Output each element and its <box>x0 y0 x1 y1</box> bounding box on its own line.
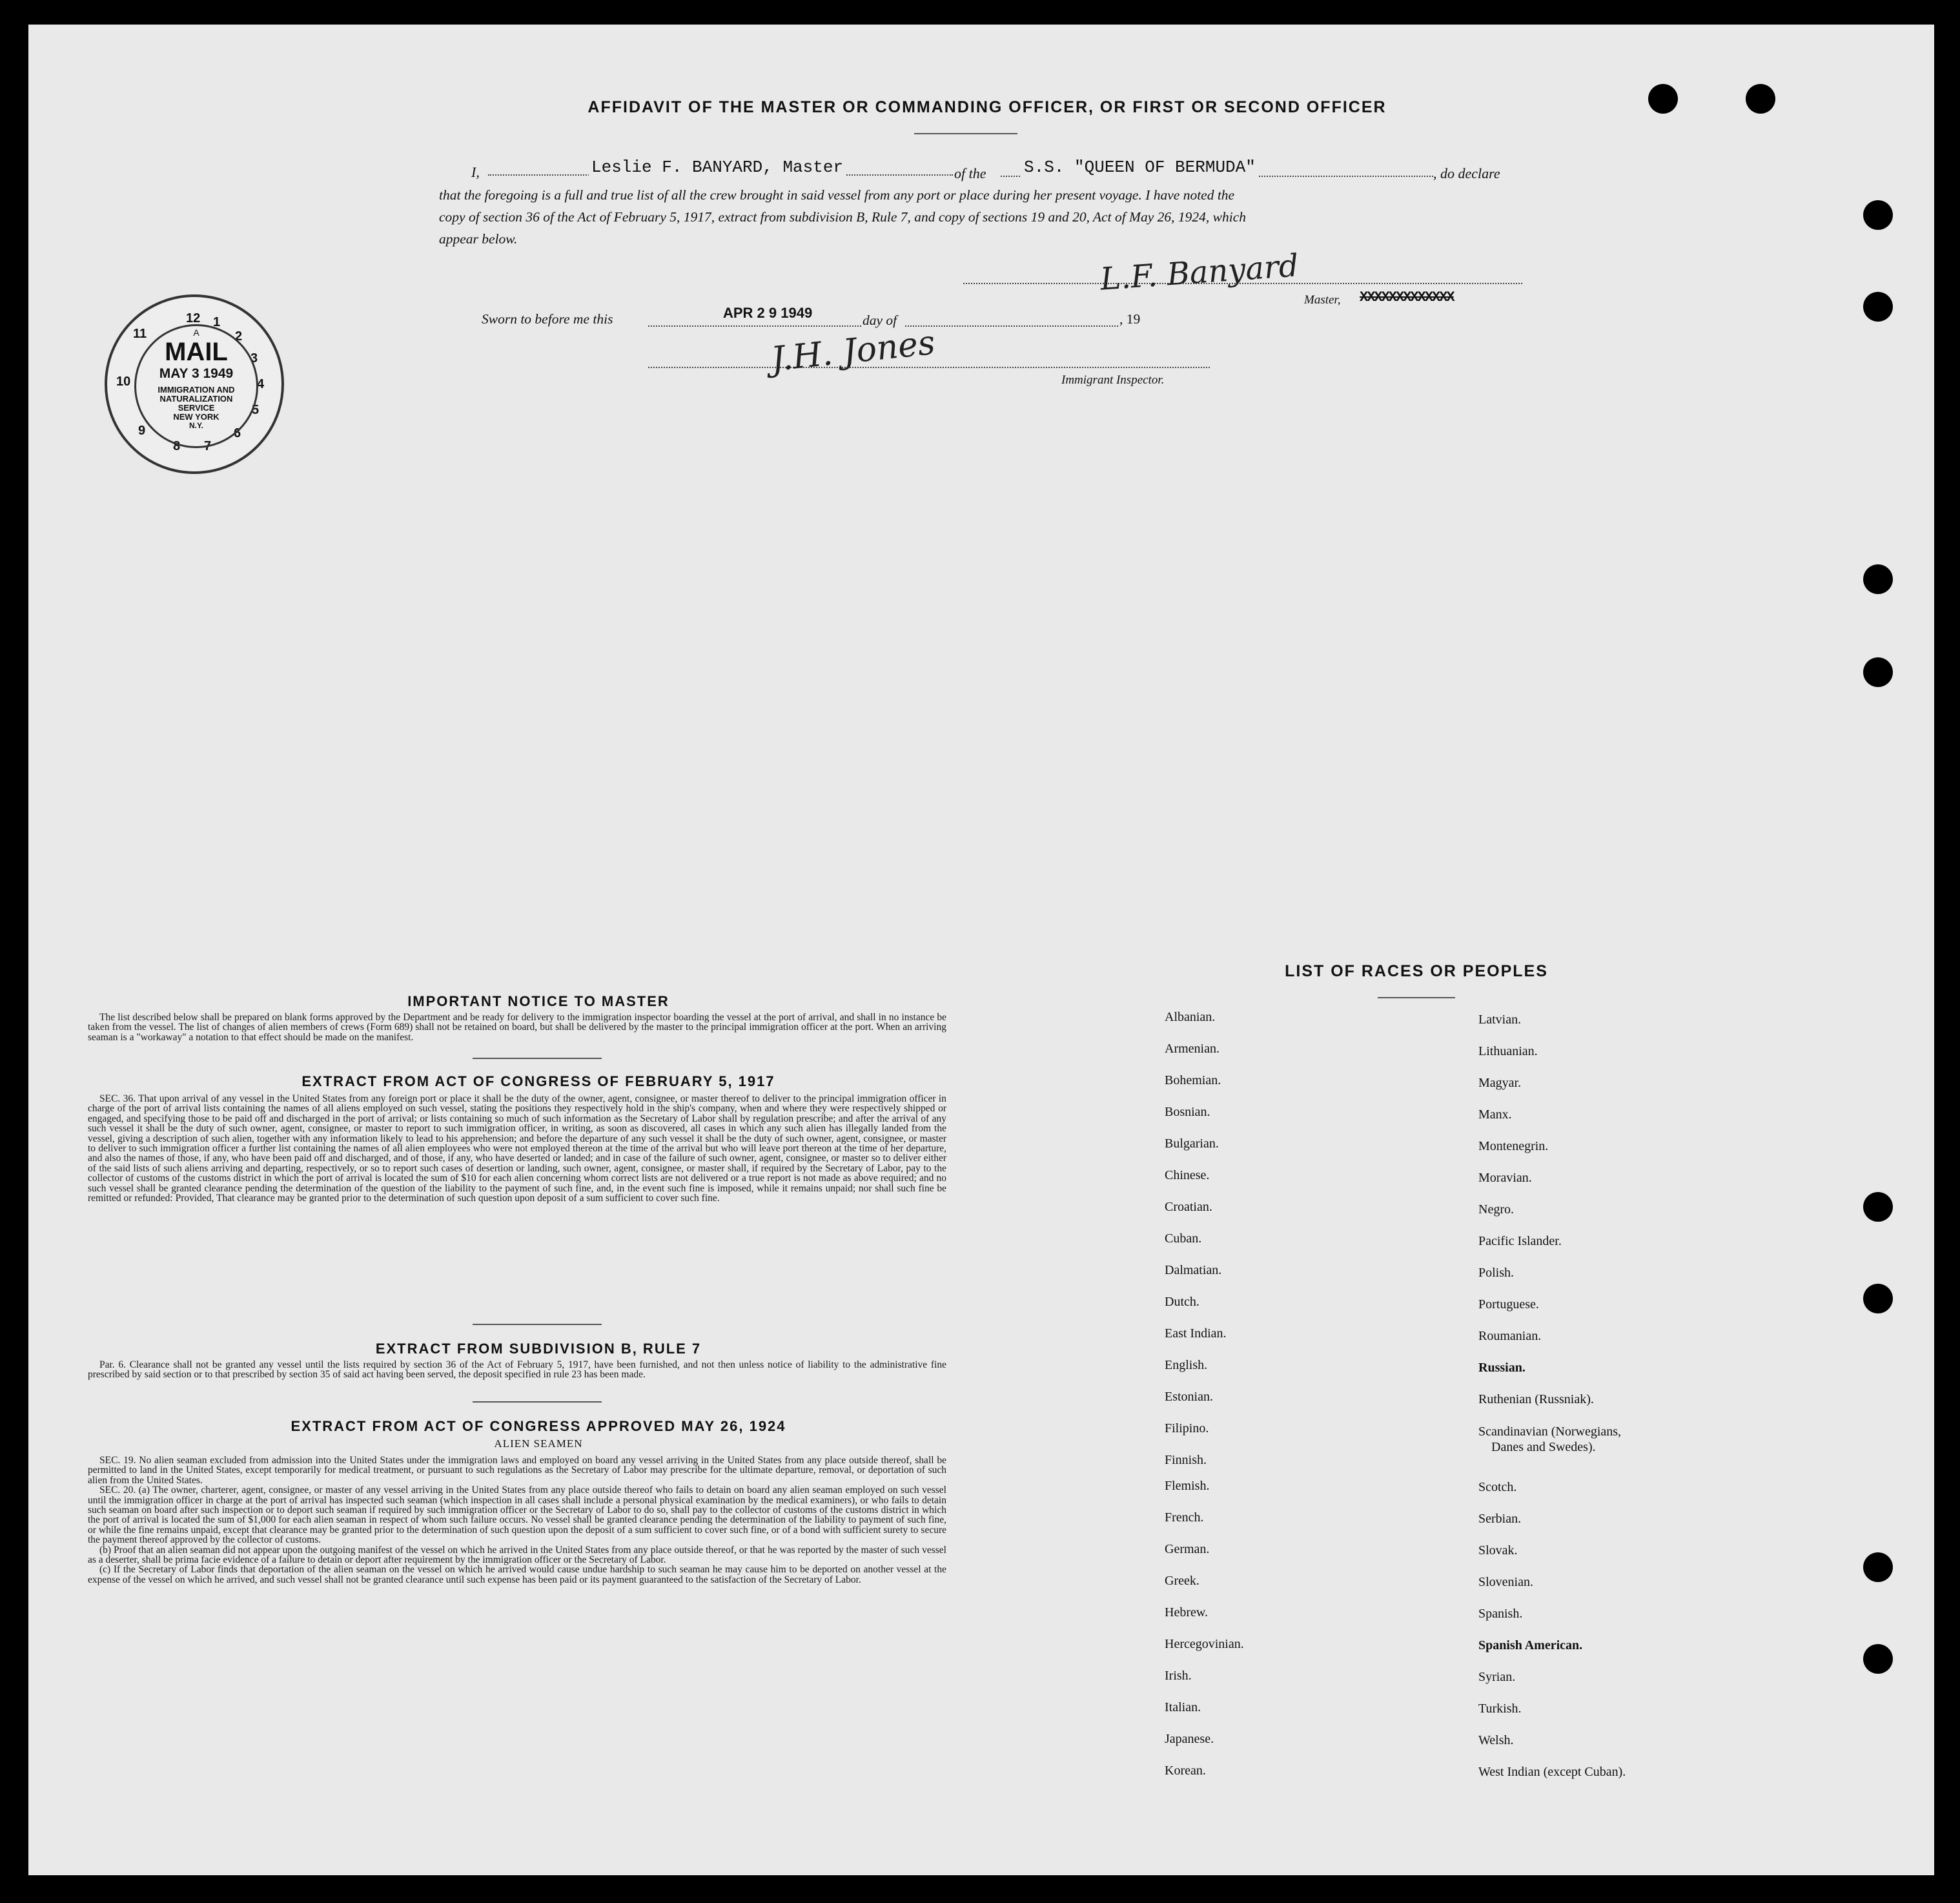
stamp-line: NEW YORK <box>173 412 219 422</box>
race-item: Scandinavian (Norwegians, <box>1478 1425 1622 1439</box>
race-item: Pacific Islander. <box>1478 1234 1562 1248</box>
race-item: Moravian. <box>1478 1171 1532 1185</box>
race-item: Spanish. <box>1478 1607 1523 1621</box>
stamp-mail: MAIL <box>165 338 228 366</box>
inspector-signature: J.H. Jones <box>769 323 937 380</box>
sec36-paragraph: SEC. 36. That upon arrival of any vessel in the United States from any foreign port or place it shall be the duty of the owner, agent, consignee, or master thereof to deliver to the principal immigration officer in charge of the port of arrival lists containing the names of all aliens employed on such vessel, stating the positions they respectively hold in the ship's company, when and where they were respectively shipped or engaged, and specifying those to be paid off and discharged in the port of arrival; or lists containing so much of such information as the Secretary of Labor shall by regulation prescribe; and after the arrival of any such vessel it shall be the duty of such owner, agent, consignee, or master to report to such immigration officer, in writing, as soon as discovered, all cases in which any such alien has illegally landed from the vessel, giving a description of such alien, together with any information likely to lead to his apprehension; and before the departure of any such vessel it shall be the duty of such owner, agent, consignee, or master to deliver to such immigration officer a further list containing the names of all alien employees who were not employed thereon at the time of the arrival but who will leave port thereon at the time of her departure, and also the names of those, if any, who have been paid off and discharged, and of those, if any, who have deserted or landed; and in case of the failure of such owner, agent, consignee, or master so to deliver either of the said lists of such aliens arriving and departing, respectively, or so to report such cases of desertion or landing, such owner, agent, consignee, or master shall, if required by the Secretary of Labor, pay to the collector of customs of the customs district in which the port of arrival is located the sum of $10 for each alien concerning whom correct lists are not delivered or a true report is not made as above required; and no such vessel shall be granted clearance pending the determination of the question of the liability to the payment of such fine, and, in the event such fine is imposed, while it remains unpaid; nor shall such fine be remitted or refunded: Provided, That clearance may be granted prior to the determination of such question upon deposit of a sum sufficient to cover such fine. <box>88 1093 946 1204</box>
race-item: Italian. <box>1165 1700 1201 1714</box>
punch-hole <box>1648 84 1678 114</box>
race-item: Portuguese. <box>1478 1297 1539 1312</box>
stamp-line: N.Y. <box>189 421 203 430</box>
race-item: English. <box>1165 1358 1208 1372</box>
sec20a-paragraph: SEC. 20. (a) The owner, charterer, agent, consignee, or master of any vessel arriving in the United States from any place outside thereof who fails to detain on board any alien seaman employed on such vessel until the immigration officer in charge at the port of arrival has inspected such seaman (which inspection in all cases shall include a personal physical examination by the medical examiners), or who fails to detain such seaman on board after such inspection or to deport such seaman if required by such immigration officer or the Secretary of Labor to do so, shall pay to the collector of customs of the customs district in which the port of arrival is located the sum of $1,000 for each alien seaman in respect of whom such failure occurs. No vessel shall be granted clearance pending the determination of the liability to payment of such fine, or while the fine remains unpaid, except that clearance may be granted prior to the determination of such question upon the deposit of a sum sufficient to cover such fine, or of a bond with sufficient surety to secure the payment thereof approved by the collector of customs. <box>88 1485 946 1546</box>
stamp-top-letter: A <box>193 327 199 338</box>
sworn-label: Sworn to before me this <box>482 311 613 327</box>
race-item: West Indian (except Cuban). <box>1478 1765 1626 1779</box>
extract-1917-text <box>88 1094 946 1203</box>
punch-hole <box>1863 657 1893 687</box>
section-divider <box>473 1058 602 1059</box>
stamp-line: SERVICE <box>178 403 215 413</box>
race-item: Syrian. <box>1478 1670 1516 1684</box>
race-item: Hebrew. <box>1165 1605 1209 1620</box>
inspector-label: Immigrant Inspector. <box>1061 373 1165 387</box>
notice-title: IMPORTANT NOTICE TO MASTER <box>407 993 669 1009</box>
extract-1917-title: EXTRACT FROM ACT OF CONGRESS OF FEBRUARY 5, 1917 <box>301 1073 775 1089</box>
punch-hole <box>1863 1644 1893 1674</box>
punch-hole <box>1863 1192 1893 1222</box>
stamp-ring-number: 12 <box>186 311 201 325</box>
declaration-line-3: appear below. <box>439 231 518 247</box>
races-divider <box>1378 997 1455 998</box>
notice-text <box>88 1013 946 1042</box>
inspector-signature-line <box>648 367 1210 368</box>
do-declare-label: , do declare <box>1433 165 1500 181</box>
race-item: Magyar. <box>1478 1076 1522 1090</box>
par6-paragraph: Par. 6. Clearance shall not be granted any vessel until the lists required by section 36 of the Act of February 5, 1917, have been furnished, and not then unless notice of liability to the administrative fine prescribed by said section or to that prescribed by section 35 of said act having been served, the deposit specified in rule 23 has been made. <box>88 1359 946 1381</box>
stamp-line: NATURALIZATION <box>159 394 233 404</box>
race-item: Hercegovinian. <box>1165 1637 1244 1651</box>
race-item: Filipino. <box>1165 1421 1209 1435</box>
declaration-line-2: copy of section 36 of the Act of February 5, 1917, extract from subdivision B, Rule 7, and copy of sections 19 and 20, Act of May 26, 1924, which <box>439 209 1246 225</box>
races-title: LIST OF RACES OR PEOPLES <box>1285 962 1548 980</box>
race-item: Turkish. <box>1478 1702 1522 1716</box>
section-divider <box>473 1401 602 1403</box>
stamp-ring-number: 2 <box>235 329 243 344</box>
sworn-day-underline <box>648 325 861 327</box>
extract-rule7-title: EXTRACT FROM SUBDIVISION B, RULE 7 <box>375 1341 702 1357</box>
race-item: Scotch. <box>1478 1480 1517 1494</box>
of-the-label: of the <box>954 165 986 181</box>
race-item: Greek. <box>1165 1574 1199 1588</box>
race-item: Korean. <box>1165 1764 1206 1778</box>
extract-rule7-text <box>88 1360 946 1380</box>
race-item: Lithuanian. <box>1478 1044 1538 1058</box>
race-item: Manx. <box>1478 1107 1512 1122</box>
race-item: Bohemian. <box>1165 1073 1221 1087</box>
race-item: Irish. <box>1165 1669 1192 1683</box>
master-label: Master, <box>1304 293 1341 307</box>
affidavit-title: AFFIDAVIT OF THE MASTER OR COMMANDING OFFICER, OR FIRST OR SECOND OFFICER <box>587 98 1387 116</box>
stamp-ring-number: 7 <box>204 439 212 453</box>
stamp-ring-number: 6 <box>234 426 241 440</box>
punch-hole <box>1863 564 1893 594</box>
race-item: Dutch. <box>1165 1295 1199 1309</box>
race-item: Montenegrin. <box>1478 1139 1549 1153</box>
sworn-date-stamp: APR 2 9 1949 <box>723 305 813 321</box>
race-item: Ruthenian (Russniak). <box>1478 1392 1594 1406</box>
race-item: Finnish. <box>1165 1453 1207 1467</box>
i-label: I, <box>471 164 480 180</box>
sec19-paragraph: SEC. 19. No alien seaman excluded from admission into the United States under the immigration laws and employed on board any vessel arriving in the United States from any place outside thereof, shall be permitted to land in the United States, except temporarily for medical treatment, or pursuant to such regulations as the Secretary of Labor may prescribe for the ultimate departure, removal, or deportation of such alien from the United States. <box>88 1455 946 1486</box>
race-item: Russian. <box>1478 1361 1526 1375</box>
year-prefix: , 19 <box>1119 311 1141 327</box>
race-item: Danes and Swedes). <box>1491 1440 1596 1454</box>
punch-hole <box>1863 292 1893 322</box>
race-item: Roumanian. <box>1478 1329 1542 1343</box>
race-item: Negro. <box>1478 1202 1514 1217</box>
race-item: German. <box>1165 1542 1210 1556</box>
document-page <box>28 25 1934 1875</box>
race-item: Serbian. <box>1478 1512 1522 1526</box>
stamp-line: IMMIGRATION AND <box>158 385 235 395</box>
punch-hole <box>1863 1284 1893 1313</box>
stamp-ring-number: 3 <box>250 351 258 365</box>
stamp-date: MAY 3 1949 <box>159 366 234 381</box>
notice-paragraph: The list described below shall be prepared on blank forms approved by the Department and be ready for delivery to the immigration inspector boarding the vessel at the port of arrival, and shall in no instance be taken from the vessel. The list of changes of alien members of crews (Form 689) shall not be retained on board, but shall be delivered by the master to the principal immigration officer at the port. When an arriving seaman is a "workaway" a notation to that effect should be made on the manifest. <box>88 1012 946 1043</box>
race-item: Armenian. <box>1165 1042 1220 1056</box>
race-item: Dalmatian. <box>1165 1263 1222 1277</box>
race-item: Chinese. <box>1165 1168 1210 1182</box>
race-item: Cuban. <box>1165 1231 1202 1246</box>
race-item: Polish. <box>1478 1266 1515 1280</box>
day-of-label: day of <box>863 313 897 328</box>
stamp-ring-number: 8 <box>173 439 181 453</box>
stamp-ring-number: 10 <box>116 375 131 389</box>
punch-hole <box>1746 84 1775 114</box>
race-item: Slovenian. <box>1478 1575 1533 1589</box>
race-item: Spanish American. <box>1478 1638 1583 1652</box>
stamp-ring-number: 5 <box>252 403 260 417</box>
master-struck-title: XXXXXXXXXXXXX <box>1360 289 1454 305</box>
title-divider <box>914 133 1017 134</box>
section-divider <box>473 1324 602 1325</box>
sec20b-paragraph: (b) Proof that an alien seaman did not appear upon the outgoing manifest of the vessel on which he arrived in the United States from any place outside thereof, or that he was reported by the master of such vessel as a deserter, shall be prima facie evidence of a failure to detain or deport after requirement by the immigration officer or the Secretary of Labor. <box>88 1544 946 1566</box>
race-item: Albanian. <box>1165 1010 1216 1024</box>
stamp-ring-number: 9 <box>138 424 146 438</box>
declaration-line-1: that the foregoing is a full and true list of all the crew brought in said vessel from any port or place during her present voyage. I have noted the <box>439 187 1235 203</box>
stamp-center <box>134 324 258 448</box>
sworn-month-underline <box>905 325 1118 327</box>
stamp-ring-number: 4 <box>257 377 265 391</box>
race-item: Estonian. <box>1165 1390 1213 1404</box>
race-item: French. <box>1165 1510 1204 1525</box>
punch-hole <box>1863 200 1893 230</box>
race-item: Bulgarian. <box>1165 1137 1219 1151</box>
extract-1924-subtitle: ALIEN SEAMEN <box>494 1437 583 1450</box>
extract-1924-text <box>88 1456 946 1585</box>
race-item: Japanese. <box>1165 1732 1214 1746</box>
race-item: Flemish. <box>1165 1479 1210 1493</box>
master-name-field: Leslie F. BANYARD, Master <box>589 158 846 177</box>
race-item: East Indian. <box>1165 1326 1227 1341</box>
race-item: Latvian. <box>1478 1013 1522 1027</box>
race-item: Croatian. <box>1165 1200 1212 1214</box>
race-item: Bosnian. <box>1165 1105 1210 1119</box>
stamp-ring-number: 1 <box>213 315 221 329</box>
mail-received-stamp <box>105 294 284 474</box>
extract-1924-title: EXTRACT FROM ACT OF CONGRESS APPROVED MAY 26, 1924 <box>291 1418 786 1434</box>
race-item: Slovak. <box>1478 1543 1518 1558</box>
race-item: Welsh. <box>1478 1733 1514 1747</box>
sec20c-paragraph: (c) If the Secretary of Labor finds that deportation of the alien seaman on the vessel on which he arrived would cause undue hardship to such seaman he may cause him to be deported on another vessel at the expense of the vessel on which he arrived, and such vessel shall not be granted clearance until such expense has been paid or its payment guaranteed to the satisfaction of the Secretary of Labor. <box>88 1564 946 1585</box>
vessel-name-field: S.S. "QUEEN OF BERMUDA" <box>1021 158 1258 177</box>
punch-hole <box>1863 1552 1893 1582</box>
master-signature: L.F. Banyard <box>1099 247 1300 298</box>
stamp-ring-number: 11 <box>133 327 147 341</box>
